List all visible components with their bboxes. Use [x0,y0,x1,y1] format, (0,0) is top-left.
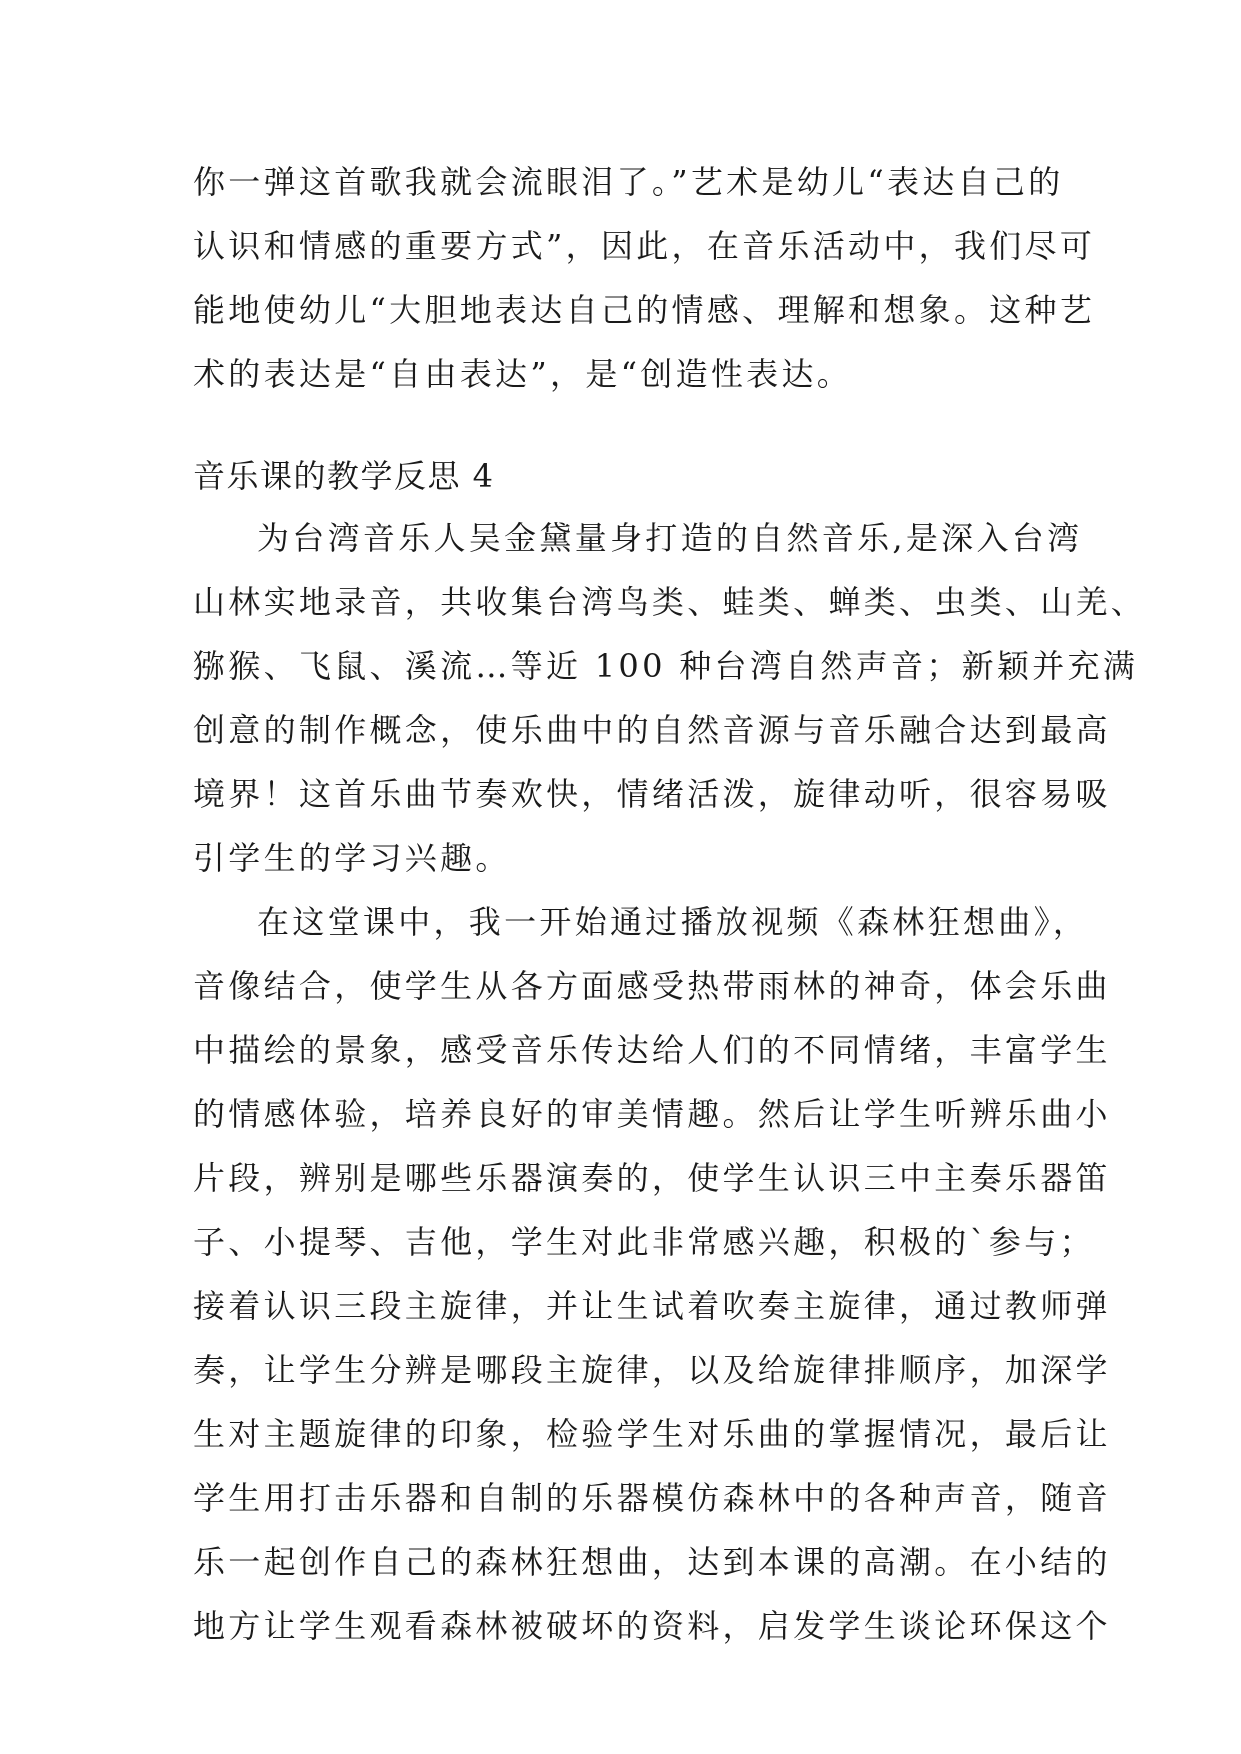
paragraph-line: 片段，辨别是哪些乐器演奏的，使学生认识三中主奏乐器笛 [193,1159,1111,1197]
section-heading: 音乐课的教学反思 4 [193,457,495,495]
paragraph-line: 地方让学生观看森林被破坏的资料，启发学生谈论环保这个 [193,1607,1111,1645]
paragraph-line: 在这堂课中，我一开始通过播放视频《森林狂想曲》， [257,903,1089,941]
paragraph-line: 术的表达是“自由表达”，是“创造性表达。 [193,355,853,393]
paragraph-line: 你一弹这首歌我就会流眼泪了。”艺术是幼儿“表达自己的 [193,163,1064,201]
paragraph-line: 认识和情感的重要方式”，因此，在音乐活动中，我们尽可 [193,227,1096,265]
paragraph-line: 猕猴、飞鼠、溪流…等近 100 种台湾自然声音；新颖并充满 [193,647,1139,685]
paragraph-line: 音像结合，使学生从各方面感受热带雨林的神奇，体会乐曲 [193,967,1111,1005]
paragraph-line: 的情感体验，培养良好的审美情趣。然后让学生听辨乐曲小 [193,1095,1111,1133]
paragraph-line: 接着认识三段主旋律，并让生试着吹奏主旋律，通过教师弹 [193,1287,1111,1325]
paragraph-line: 境界！这首乐曲节奏欢快，情绪活泼，旋律动听，很容易吸 [193,775,1111,813]
paragraph-line: 学生用打击乐器和自制的乐器模仿森林中的各种声音，随音 [193,1479,1111,1517]
paragraph-line: 为台湾音乐人吴金黛量身打造的自然音乐,是深入台湾 [257,519,1083,557]
paragraph-line: 山林实地录音，共收集台湾鸟类、蛙类、蝉类、虫类、山羌、 [193,583,1147,621]
paragraph-line: 创意的制作概念，使乐曲中的自然音源与音乐融合达到最高 [193,711,1111,749]
paragraph-line: 奏，让学生分辨是哪段主旋律，以及给旋律排顺序，加深学 [193,1351,1111,1389]
paragraph-line: 子、小提琴、吉他，学生对此非常感兴趣，积极的`参与； [193,1223,1095,1261]
paragraph-line: 乐一起创作自己的森林狂想曲，达到本课的高潮。在小结的 [193,1543,1111,1581]
paragraph-line: 生对主题旋律的印象，检验学生对乐曲的掌握情况，最后让 [193,1415,1111,1453]
paragraph-line: 引学生的学习兴趣。 [193,839,511,877]
paragraph-line: 能地使幼儿“大胆地表达自己的情感、理解和想象。这种艺 [193,291,1096,329]
paragraph-line: 中描绘的景象，感受音乐传达给人们的不同情绪，丰富学生 [193,1031,1111,1069]
